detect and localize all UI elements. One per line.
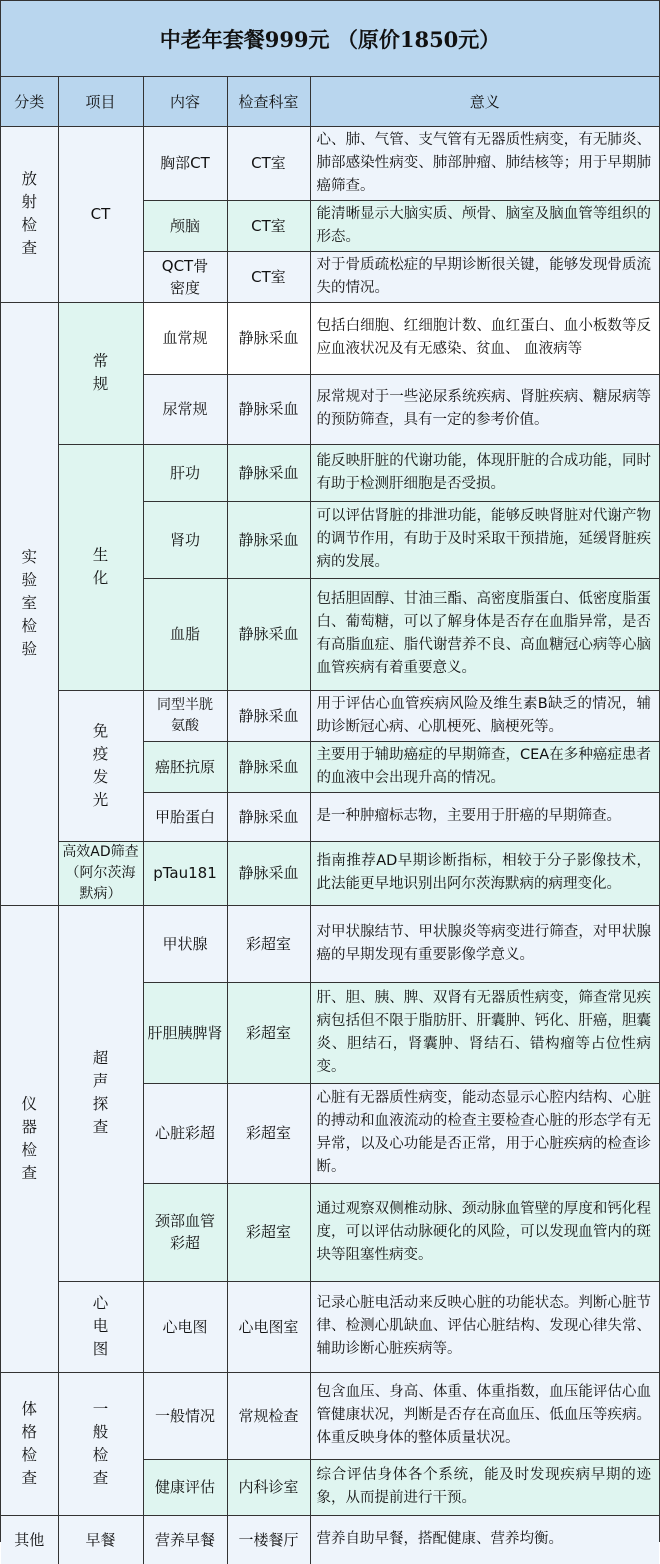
header-category: 分类 — [1, 77, 58, 126]
table-row — [1, 905, 659, 982]
table-row — [1, 1372, 659, 1459]
content-cell: 健康评估 — [143, 1459, 227, 1515]
header-meaning: 意义 — [310, 77, 659, 126]
meaning-cell: 心脏有无器质性病变，能动态显示心腔内结构、心脏的搏动和血液流动的检查主要检查心脏的形态学有无异常，以及心功能是否正常，用于心脏疾病的检查诊断。 — [310, 1083, 659, 1183]
content-cell: 癌胚抗原 — [143, 741, 227, 792]
department-cell: 静脉采血 — [227, 690, 310, 741]
page-title: 中老年套餐999元 （原价1850元） — [1, 1, 659, 77]
department-cell: CT室 — [227, 251, 310, 302]
content-cell: 甲状腺 — [143, 905, 227, 982]
category-radiology: 放射检查 — [1, 126, 58, 302]
header-content: 内容 — [143, 77, 227, 126]
table-row — [1, 690, 659, 741]
content-cell: QCT骨密度 — [143, 251, 227, 302]
table-row — [1, 126, 659, 200]
item-ct: CT — [58, 126, 143, 302]
department-cell: 心电图室 — [227, 1281, 310, 1372]
item-routine: 常规 — [58, 302, 143, 444]
category-physical: 体格检查 — [1, 1372, 58, 1515]
meaning-cell: 是一种肿瘤标志物，主要用于肝癌的早期筛查。 — [310, 792, 659, 841]
department-cell: CT室 — [227, 200, 310, 251]
department-cell: 静脉采血 — [227, 302, 310, 374]
content-cell: 一般情况 — [143, 1372, 227, 1459]
table-row — [1, 302, 659, 374]
item-biochem: 生化 — [58, 444, 143, 690]
table-row — [1, 841, 659, 905]
meaning-cell: 尿常规对于一些泌尿系统疾病、肾脏疾病、糖尿病等的预防筛查，具有一定的参考价值。 — [310, 374, 659, 444]
department-cell: 静脉采血 — [227, 741, 310, 792]
category-instrument: 仪器检查 — [1, 905, 58, 1372]
category-other: 其他 — [1, 1515, 58, 1564]
content-cell: 营养早餐 — [143, 1515, 227, 1564]
category-lab: 实验室检验 — [1, 302, 58, 905]
meaning-cell: 对甲状腺结节、甲状腺炎等病变进行筛查，对甲状腺癌的早期发现有重要影像学意义。 — [310, 905, 659, 982]
department-cell: 静脉采血 — [227, 501, 310, 578]
department-cell: 静脉采血 — [227, 444, 310, 501]
content-cell: 胸部CT — [143, 126, 227, 200]
content-cell: 同型半胱氨酸 — [143, 690, 227, 741]
package-table — [1, 77, 659, 1564]
meaning-cell: 能清晰显示大脑实质、颅骨、脑室及脑血管等组织的形态。 — [310, 200, 659, 251]
meaning-cell: 包括胆固醇、甘油三酯、高密度脂蛋白、低密度脂蛋白、葡萄糖，可以了解身体是否存在血脂异常，是否有高脂血症、脂代谢营养不良、高血糖冠心病等心脑血管疾病有着重要意义。 — [310, 578, 659, 690]
meaning-cell: 包括白细胞、红细胞计数、血红蛋白、血小板数等反应血液状况及有无感染、贫血、 血液病等 — [310, 302, 659, 374]
meaning-cell: 心、肺、气管、支气管有无器质性病变，有无肺炎、肺部感染性病变、肺部肿瘤、肺结核等；用于早期肺癌筛查。 — [310, 126, 659, 200]
meaning-cell: 记录心脏电活动来反映心脏的功能状态。判断心脏节律、检测心肌缺血、评估心脏结构、发现心律失常、辅助诊断心脏疾病等。 — [310, 1281, 659, 1372]
content-cell: 心脏彩超 — [143, 1083, 227, 1183]
header-item: 项目 — [58, 77, 143, 126]
content-cell: 心电图 — [143, 1281, 227, 1372]
department-cell: 彩超室 — [227, 982, 310, 1083]
content-cell: 颅脑 — [143, 200, 227, 251]
item-general-check: 一般检查 — [58, 1372, 143, 1515]
meaning-cell: 指南推荐AD早期诊断指标，相较于分子影像技术，此法能更早地识别出阿尔茨海默病的病理变化。 — [310, 841, 659, 905]
meaning-cell: 营养自助早餐，搭配健康、营养均衡。 — [310, 1515, 659, 1564]
content-cell: 血脂 — [143, 578, 227, 690]
item-ecg: 心电图 — [58, 1281, 143, 1372]
department-cell: 静脉采血 — [227, 841, 310, 905]
meaning-cell: 包含血压、身高、体重、体重指数，血压能评估心血管健康状况，判断是否存在高血压、低血压等疾病。体重反映身体的整体质量状况。 — [310, 1372, 659, 1459]
meaning-cell: 对于骨质疏松症的早期诊断很关键，能够发现骨质流失的情况。 — [310, 251, 659, 302]
content-cell: 颈部血管彩超 — [143, 1183, 227, 1281]
table-row — [1, 444, 659, 501]
meaning-cell: 可以评估肾脏的排泄功能，能够反映肾脏对代谢产物的调节作用，有助于及时采取干预措施，延缓肾脏疾病的发展。 — [310, 501, 659, 578]
department-cell: 彩超室 — [227, 1183, 310, 1281]
content-cell: 甲胎蛋白 — [143, 792, 227, 841]
content-cell: 肾功 — [143, 501, 227, 578]
table-row — [1, 1515, 659, 1564]
department-cell: CT室 — [227, 126, 310, 200]
table-row — [1, 1281, 659, 1372]
content-cell: 肝功 — [143, 444, 227, 501]
department-cell: 内科诊室 — [227, 1459, 310, 1515]
department-cell: 彩超室 — [227, 905, 310, 982]
meaning-cell: 综合评估身体各个系统，能及时发现疾病早期的迹象，从而提前进行干预。 — [310, 1459, 659, 1515]
content-cell: 血常规 — [143, 302, 227, 374]
table-header-row — [1, 77, 659, 126]
department-cell: 静脉采血 — [227, 374, 310, 444]
department-cell: 静脉采血 — [227, 792, 310, 841]
department-cell: 静脉采血 — [227, 578, 310, 690]
content-cell: 肝胆胰脾肾 — [143, 982, 227, 1083]
department-cell: 常规检查 — [227, 1372, 310, 1459]
meaning-cell: 肝、胆、胰、脾、双肾有无器质性病变，筛查常见疾病包括但不限于脂肪肝、肝囊肿、钙化、肝癌，胆囊炎、胆结石，肾囊肿、肾结石、错构瘤等占位性病变。 — [310, 982, 659, 1083]
meaning-cell: 用于评估心血管疾病风险及维生素B缺乏的情况，辅助诊断冠心病、心肌梗死、脑梗死等。 — [310, 690, 659, 741]
department-cell: 彩超室 — [227, 1083, 310, 1183]
item-breakfast: 早餐 — [58, 1515, 143, 1564]
content-cell: pTau181 — [143, 841, 227, 905]
department-cell: 一楼餐厅 — [227, 1515, 310, 1564]
item-ad-screen: 高效AD筛查（阿尔茨海默病） — [58, 841, 143, 905]
content-cell: 尿常规 — [143, 374, 227, 444]
header-department: 检查科室 — [227, 77, 310, 126]
meaning-cell: 主要用于辅助癌症的早期筛查，CEA在多种癌症患者的血液中会出现升高的情况。 — [310, 741, 659, 792]
meaning-cell: 通过观察双侧椎动脉、颈动脉血管壁的厚度和钙化程度，可以评估动脉硬化的风险，可以发现血管内的斑块等阻塞性病变。 — [310, 1183, 659, 1281]
meaning-cell: 能反映肝脏的代谢功能，体现肝脏的合成功能，同时有助于检测肝细胞是否受损。 — [310, 444, 659, 501]
item-immuno: 免疫发光 — [58, 690, 143, 841]
item-ultrasound: 超声探查 — [58, 905, 143, 1281]
